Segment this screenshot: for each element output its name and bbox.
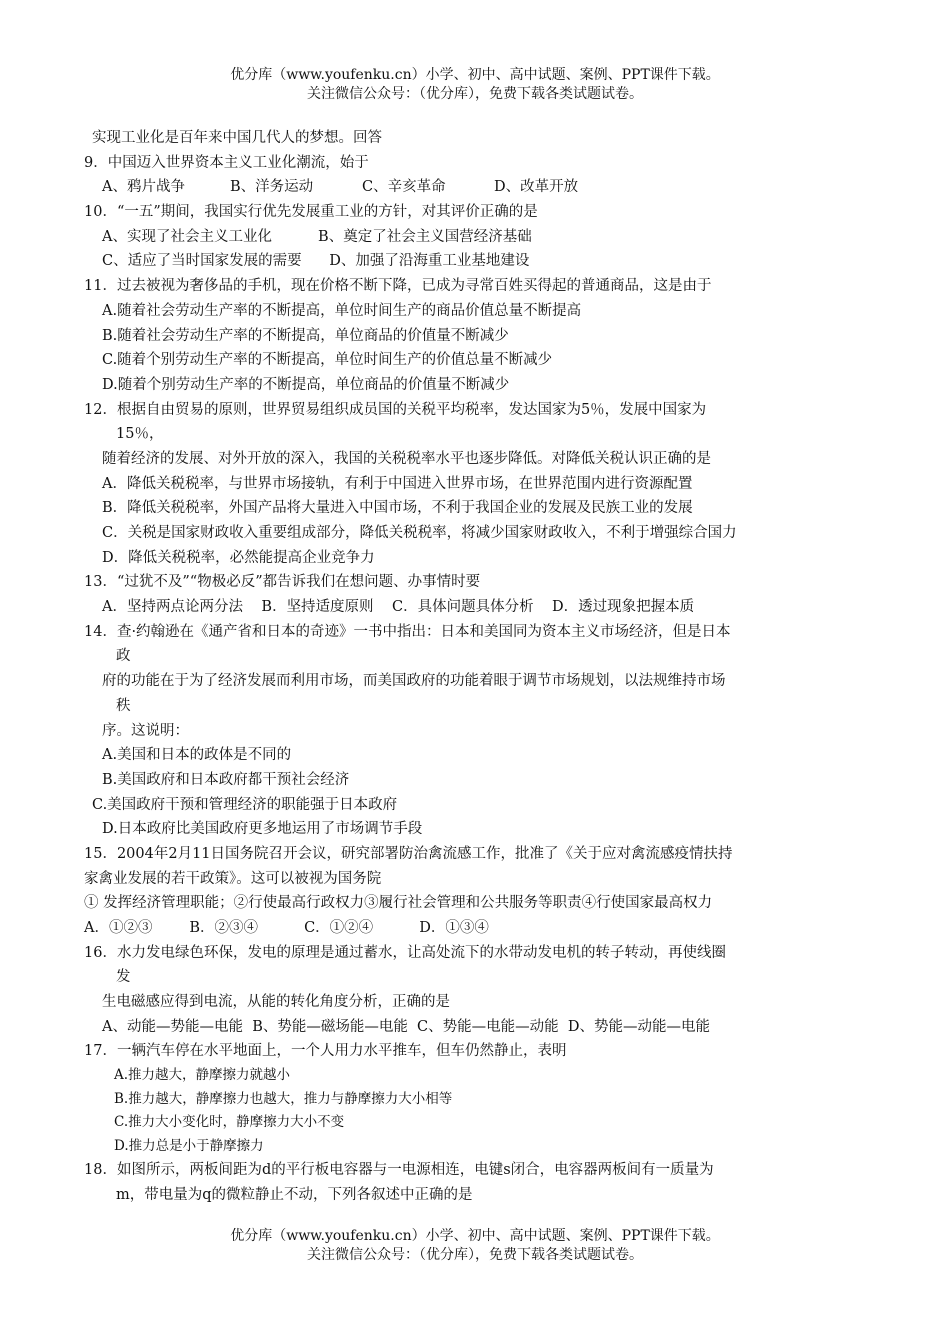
q9-option-b: B、洋务运动	[230, 179, 314, 196]
q9-option-a: A、鸦片战争	[102, 179, 185, 196]
q13-options: A．坚持两点论两分法 B．坚持适度原则 C．具体问题具体分析 D．透过现象把握本质	[102, 599, 695, 616]
q11-option-b: B.随着社会劳动生产率的不断提高，单位商品的价值量不断减少	[102, 327, 509, 344]
q17-stem: 17．一辆汽车停在水平地面上，一个人用力水平推车，但车仍然静止，表明	[84, 1043, 567, 1060]
q17-option-d: D.推力总是小于静摩擦力	[114, 1137, 264, 1154]
q17-option-b: B.推力越大，静摩擦力也越大，推力与静摩擦力大小相等	[114, 1090, 453, 1107]
q16-stem-line-2: 发	[116, 969, 131, 986]
question-9	[84, 151, 844, 200]
q17-option-c: C.推力大小变化时，静摩擦力大小不变	[114, 1114, 345, 1131]
q14-stem-line-5: 序。这说明：	[102, 722, 189, 739]
question-12	[84, 398, 844, 571]
q12-stem-line-1: 12．根据自由贸易的原则，世界贸易组织成员国的关税平均税率，发达国家为5％，发展中国家为	[84, 401, 707, 418]
q18-stem-line-1: 18．如图所示，两板间距为d的平行板电容器与一电源相连，电键s闭合，电容器两板间有一质量为	[84, 1162, 714, 1179]
q16-stem-line-3: 生电磁感应得到电流，从能的转化角度分析，正确的是	[102, 994, 450, 1011]
q14-option-b: B.美国政府和日本政府都干预社会经济	[102, 771, 350, 788]
q10-options-cd: C、适应了当时国家发展的需要 D、加强了沿海重工业基地建设	[102, 253, 530, 270]
q13-stem: 13．“过犹不及”“物极必反”都告诉我们在想问题、办事情时要	[84, 574, 481, 591]
q15-items: ① 发挥经济管理职能；②行使最高行政权力③履行社会管理和公共服务等职责④行使国家最高权力	[84, 895, 713, 912]
q14-option-a: A.美国和日本的政体是不同的	[102, 747, 292, 764]
question-11	[84, 274, 844, 397]
q15-stem-line-1: 15．2004年2月11日国务院召开会议，研究部署防治禽流感工作，批准了《关于应对禽流感疫情扶持	[84, 845, 733, 862]
q12-option-b: B．降低关税税率，外国产品将大量进入中国市场，不利于我国企业的发展及民族工业的发展	[102, 500, 693, 517]
question-17	[84, 1039, 844, 1158]
header-line-2: 关注微信公众号：（优分库），免费下载各类试题试卷。	[307, 86, 643, 102]
q11-option-a: A.随着社会劳动生产率的不断提高，单位时间生产的商品价值总量不断提高	[102, 302, 582, 319]
question-18	[84, 1158, 844, 1207]
q14-stem-line-1: 14．查·约翰逊在《通产省和日本的奇迹》一书中指出：日本和美国同为资本主义市场经济，但是日本	[84, 623, 731, 640]
q14-stem-line-3: 府的功能在于为了经济发展而利用市场，而美国政府的功能着眼于调节市场规划，以法规维持市场	[102, 673, 726, 690]
q15-options: A．①②③ B．②③④ C．①②④ D．①③④	[84, 920, 489, 936]
q9-option-c: C、辛亥革命	[362, 179, 446, 196]
question-13	[84, 570, 844, 619]
q12-stem-line-3: 随着经济的发展、对外开放的深入，我国的关税税率水平也逐步降低。对降低关税认识正确的是	[102, 450, 711, 467]
question-16	[84, 941, 844, 1040]
q11-stem: 11．过去被视为奢侈品的手机，现在价格不断下降，已成为寻常百姓买得起的普通商品，这是由于	[84, 278, 712, 295]
page-footer	[0, 1227, 950, 1265]
q12-stem-line-2: 15％，	[116, 426, 164, 443]
q12-option-a: A．降低关税税率，与世界市场接轨，有利于中国进入世界市场，在世界范围内进行资源配置	[102, 475, 693, 492]
question-10	[84, 200, 844, 274]
q14-stem-line-4: 秩	[116, 697, 131, 714]
header-line-1: 优分库（www.youfenku.cn）小学、初中、高中试题、案例、PPT课件下载。	[230, 67, 720, 83]
q10-options-ab: A、实现了社会主义工业化 B、奠定了社会主义国营经济基础	[102, 228, 532, 245]
footer-line-1: 优分库（www.youfenku.cn）小学、初中、高中试题、案例、PPT课件下载。	[230, 1228, 720, 1244]
q9-stem: 9．中国迈入世界资本主义工业化潮流，始于	[84, 154, 369, 171]
page-header	[0, 66, 950, 104]
q12-option-d: D．降低关税税率，必然能提高企业竞争力	[102, 549, 375, 566]
q14-stem-line-2: 政	[116, 648, 131, 665]
q12-option-c: C．关税是国家财政收入重要组成部分，降低关税税率，将减少国家财政收入，不利于增强综合国力	[102, 525, 737, 541]
q17-option-a: A.推力越大，静摩擦力就越小	[114, 1067, 291, 1084]
q10-stem: 10．“一五”期间，我国实行优先发展重工业的方针，对其评价正确的是	[84, 204, 538, 221]
question-14	[84, 620, 844, 842]
q14-option-d: D.日本政府比美国政府更多地运用了市场调节手段	[102, 821, 423, 838]
q11-option-d: D.随着个别劳动生产率的不断提高，单位商品的价值量不断减少	[102, 376, 510, 393]
footer-line-2: 关注微信公众号：（优分库），免费下载各类试题试卷。	[307, 1247, 643, 1263]
q14-option-c: C.美国政府干预和管理经济的职能强于日本政府	[92, 796, 398, 813]
q11-option-c: C.随着个别劳动生产率的不断提高，单位时间生产的价值总量不断减少	[102, 352, 553, 369]
q16-stem-line-1: 16．水力发电绿色环保，发电的原理是通过蓄水，让高处流下的水带动发电机的转子转动，再使线圈	[84, 944, 726, 961]
q18-stem-line-2: m，带电量为q的微粒静止不动，下列各叙述中正确的是	[116, 1186, 473, 1203]
q9-options	[84, 175, 844, 200]
q9-option-d: D、改革开放	[494, 179, 579, 196]
question-15	[84, 842, 844, 941]
document-body	[84, 126, 844, 1208]
q15-stem-line-2: 家禽业发展的若干政策》。这可以被视为国务院	[84, 870, 382, 887]
q16-options: A、动能—势能—电能 B、势能—磁场能—电能 C、势能—电能—动能 D、势能—动能—电能	[102, 1018, 710, 1035]
intro-text: 实现工业化是百年来中国几代人的梦想。回答	[92, 130, 382, 146]
